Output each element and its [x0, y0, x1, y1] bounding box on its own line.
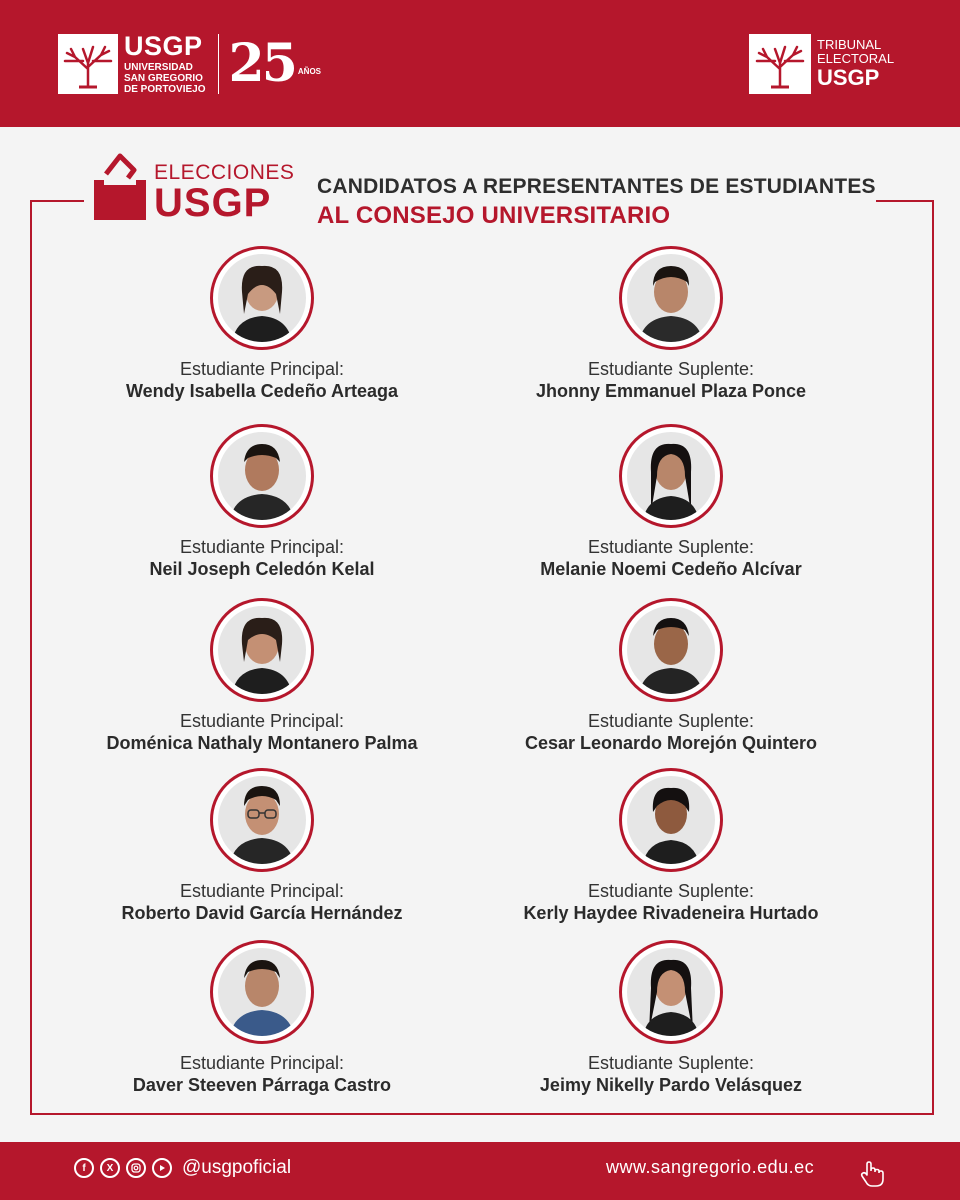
candidate-card: [52, 768, 472, 924]
candidate-photo: [619, 246, 723, 350]
candidate-card: [52, 598, 472, 754]
university-line-2: SAN GREGORIO: [124, 73, 203, 84]
candidate-card: [461, 768, 881, 924]
tribunal-line-1: TRIBUNAL: [817, 37, 882, 52]
university-line-1: UNIVERSIDAD: [124, 62, 193, 73]
facebook-icon[interactable]: f: [74, 1158, 94, 1178]
heading-line-2: AL CONSEJO UNIVERSITARIO: [317, 202, 671, 229]
tribunal-brand: USGP: [817, 65, 880, 90]
tribunal-tree-icon: [749, 34, 811, 94]
brand-name: USGP: [124, 31, 203, 61]
portrait-icon: [627, 776, 715, 864]
candidate-card: [52, 424, 472, 580]
elections-logo: [92, 150, 295, 225]
candidate-photo: [210, 246, 314, 350]
portrait-icon: [218, 606, 306, 694]
university-line-3: DE PORTOVIEJO: [124, 84, 206, 95]
instagram-icon[interactable]: [126, 1158, 146, 1178]
heading-line-1: CANDIDATOS A REPRESENTANTES DE ESTUDIANTES: [317, 175, 876, 198]
candidate-role: Estudiante Suplente:: [587, 1053, 755, 1073]
candidate-photo: [619, 940, 723, 1044]
page-heading: [317, 175, 876, 230]
tree-logo-icon: [58, 34, 118, 94]
frame-top-left: [30, 200, 84, 202]
candidate-photo: [619, 598, 723, 702]
candidate-card: [461, 598, 881, 754]
social-handle[interactable]: @usgpoficial: [182, 1157, 292, 1178]
candidate-name: Roberto David García Hernández: [121, 903, 403, 923]
candidate-role: Estudiante Suplente:: [587, 881, 755, 901]
candidate-name: Neil Joseph Celedón Kelal: [149, 559, 375, 579]
anniversary-number: 25: [228, 33, 295, 94]
candidate-name: Melanie Noemi Cedeño Alcívar: [540, 559, 802, 579]
candidate-name: Jhonny Emmanuel Plaza Ponce: [535, 381, 807, 401]
candidate-name: Daver Steeven Párraga Castro: [132, 1075, 392, 1095]
portrait-icon: [627, 254, 715, 342]
candidate-role: Estudiante Principal:: [179, 1053, 345, 1073]
website-link[interactable]: www.sangregorio.edu.ec: [606, 1157, 815, 1177]
tribunal-line-2: ELECTORAL: [817, 51, 895, 66]
candidate-card: [52, 246, 472, 402]
tribunal-electoral-logo[interactable]: [749, 34, 894, 94]
candidate-card: [461, 940, 881, 1096]
candidate-photo: [619, 768, 723, 872]
candidate-role: Estudiante Principal:: [179, 537, 345, 557]
candidate-photo: [210, 598, 314, 702]
candidate-role: Estudiante Suplente:: [587, 711, 755, 731]
candidate-name: Jeimy Nikelly Pardo Velásquez: [539, 1075, 803, 1095]
candidate-card: [461, 246, 881, 402]
candidate-photo: [619, 424, 723, 528]
elections-label: ELECCIONES: [154, 161, 295, 184]
anniversary-badge: [228, 33, 322, 94]
portrait-icon: [218, 948, 306, 1036]
candidate-name: Wendy Isabella Cedeño Arteaga: [125, 381, 399, 401]
social-links: [74, 1157, 291, 1179]
portrait-icon: [627, 948, 715, 1036]
portrait-icon: [218, 776, 306, 864]
portrait-icon: [218, 254, 306, 342]
candidate-role: Estudiante Suplente:: [587, 537, 755, 557]
candidate-role: Estudiante Principal:: [179, 359, 345, 379]
candidate-name: Cesar Leonardo Morejón Quintero: [524, 733, 818, 753]
pointer-hand-icon: [858, 1160, 886, 1188]
candidate-card: [461, 424, 881, 580]
usgp-logo[interactable]: [58, 33, 321, 95]
candidate-card: [52, 940, 472, 1096]
candidate-photo: [210, 768, 314, 872]
candidate-photo: [210, 424, 314, 528]
portrait-icon: [627, 432, 715, 520]
logo-divider: [218, 34, 219, 94]
candidate-photo: [210, 940, 314, 1044]
portrait-icon: [218, 432, 306, 520]
x-twitter-icon[interactable]: X: [100, 1158, 120, 1178]
youtube-icon[interactable]: [152, 1158, 172, 1178]
anniversary-label: AÑOS: [297, 67, 322, 76]
portrait-icon: [627, 606, 715, 694]
elections-brand: USGP: [154, 181, 272, 225]
ballot-box-icon: [92, 150, 148, 222]
candidate-role: Estudiante Principal:: [179, 881, 345, 901]
candidate-role: Estudiante Principal:: [179, 711, 345, 731]
candidate-name: Doménica Nathaly Montanero Palma: [106, 733, 418, 753]
candidate-name: Kerly Haydee Rivadeneira Hurtado: [523, 903, 819, 923]
frame-top-right: [876, 200, 934, 202]
candidate-role: Estudiante Suplente:: [587, 359, 755, 379]
